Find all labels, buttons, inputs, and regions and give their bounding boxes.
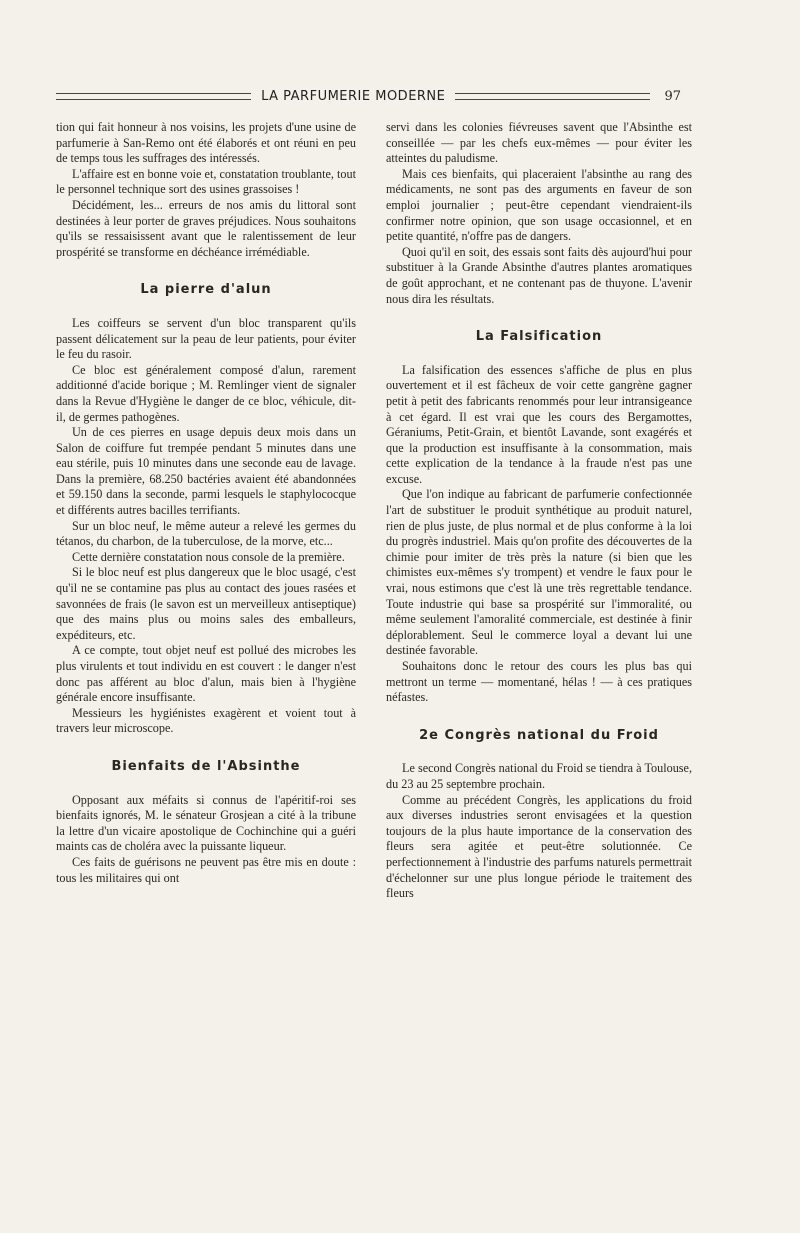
paragraph: Si le bloc neuf est plus dangereux que le bloc usagé, c'est qu'il ne se contamine pas plus au contact des joues rasées et savonnées de frais (le savon est un merveilleux antiseptique) que des mains plus ou moins sales des emballeurs, expéditeurs, etc. [56,565,356,642]
paragraph: Un de ces pierres en usage depuis deux mois dans un Salon de coiffure fut trempée pendant 5 minutes dans une eau stérile, puis 10 minutes dans une seconde eau de lavage. Dans la première, 68.250 bactéries avaient été abandonnées et 59.150 dans la seconde, parmi lesquels le staphylococque et différents autres bacilles terrifiants. [56,425,356,518]
paragraph: Le second Congrès national du Froid se tiendra à Toulouse, du 23 au 25 septembre prochain. [386,761,692,791]
page-number: 97 [664,88,682,104]
section-heading: Bienfaits de l'Absinthe [111,758,301,774]
header-rule-left [56,93,251,100]
section-heading: La Falsification [475,329,603,345]
paragraph: La falsification des essences s'affiche de plus en plus ouvertement et il est fâcheux de voir cette gangrène gagner petit à petit des fabricants renommés pour leur intransigeance à cet égard. Il est vrai que les cours des Bergamottes, Géraniums, Petit-Grain, et bientôt Lavande, sont exagérés et que la production est insuffisante à la consommation, mais cette explication de la tendance à la fraude n'est pas une excuse. [386,362,692,486]
paragraph: Décidément, les... erreurs de nos amis du littoral sont destinées à leur porter de graves préjudices. Nous souhaitons qu'ils se ressaisissent avant que le ralentissement de leur prospérité se transforme en déchéance irrémédiable. [56,197,356,259]
paragraph: Quoi qu'il en soit, des essais sont faits dès aujourd'hui pour substituer à la Grande Absinthe d'autres plantes aromatiques de goût approchant, et ne contenant pas de thuyone. L'avenir nous dira les résultats. [386,244,692,306]
paragraph: Ces faits de guérisons ne peuvent pas être mis en doute : tous les militaires qui ont [56,854,356,885]
paragraph: Souhaitons donc le retour des cours les plus bas qui mettront un terme — momentané, hélas ! — à ces pratiques néfastes. [386,659,692,705]
paragraph: tion qui fait honneur à nos voisins, les projets d'une usine de parfumerie à San-Remo ont été élaborés et ont réuni en peu de temps tous les suffrages des intéressés. [56,120,356,166]
paragraph: servi dans les colonies fiévreuses savent que l'Absinthe est conseillée — par les chefs eux-mêmes — pour éviter les atteintes du paludisme. [386,120,692,166]
paragraph: Que l'on indique au fabricant de parfumerie confectionnée l'art de substituer le produit synthétique au produit naturel, rien de plus juste, de plus normal et de plus conforme à la loi du progrès industriel. Mais qu'on profite des découvertes de la chimie pour imiter de très près la nature (si bien que les chimistes eux-mêmes s'y trompent) et vendre le faux pour le vrai, nous estimons que c'est là une très regrettable tendance. Toute industrie qui base sa prospérité sur l'immoralité, ou même seulement l'amoralité commerciale, est destinée à finir déplorablement. Seul le commerce loyal a devant lui une destinée favorable. [386,487,692,658]
paragraph: A ce compte, tout objet neuf est pollué des microbes les plus virulents et tout individu en est couvert : le danger n'est donc pas afférent au bloc d'alun, mais bien à l'hygiène générale encore insuffisante. [56,643,356,705]
paragraph: Messieurs les hygiénistes exagèrent et voient tout à travers leur microscope. [56,705,356,736]
paragraph: Cette dernière constatation nous console de la première. [72,549,345,564]
paragraph: Opposant aux méfaits si connus de l'apéritif-roi ses bienfaits ignorés, M. le sénateur Grosjean a cité à la tribune la lettre d'un vicaire apostolique de Cochinchine qui a guéri maints cas de choléra avec la puissante liqueur. [56,792,356,854]
paragraph: Mais ces bienfaits, qui placeraient l'absinthe au rang des médicaments, ne sont pas des arguments en faveur de son emploi journalier ; peut-être cependant viendraient-ils confirmer notre opinion, que son usage occasionnel, et en petite quantité, n'offre pas de dangers. [386,166,692,244]
running-title: LA PARFUMERIE MODERNE [261,88,446,104]
left-column [56,120,356,886]
header-rule-right [455,93,650,100]
right-column [386,120,692,902]
paragraph: Ce bloc est généralement composé d'alun, rarement additionné d'acide borique ; M. Remlinger vient de signaler dans la Revue d'Hygiène le danger de ce bloc, véhicule, dit-il, de germes pathogènes. [56,362,356,424]
paragraph: Comme au précédent Congrès, les applications du froid aux diverses industries seront envisagées et la question toujours de la plus haute importance de la conservation des fleurs sera agitée et peut-être solutionnée. Ce perfectionnement à l'industrie des parfums naturels permettrait d'échelonner sur une plus longue période le traitement des fleurs [386,792,692,901]
section-heading: 2e Congrès national du Froid [419,727,659,743]
running-header [56,86,681,106]
paragraph: Les coiffeurs se servent d'un bloc transparent qu'ils passent délicatement sur la peau de leur patients, pour éviter le feu du rasoir. [56,315,356,362]
paragraph: Sur un bloc neuf, le même auteur a relevé les germes du tétanos, du charbon, de la tuberculose, de la morve, etc... [56,518,356,549]
section-heading: La pierre d'alun [140,282,272,298]
paragraph: L'affaire est en bonne voie et, constatation troublante, tout le personnel technique sort des usines grassoises ! [56,166,356,197]
